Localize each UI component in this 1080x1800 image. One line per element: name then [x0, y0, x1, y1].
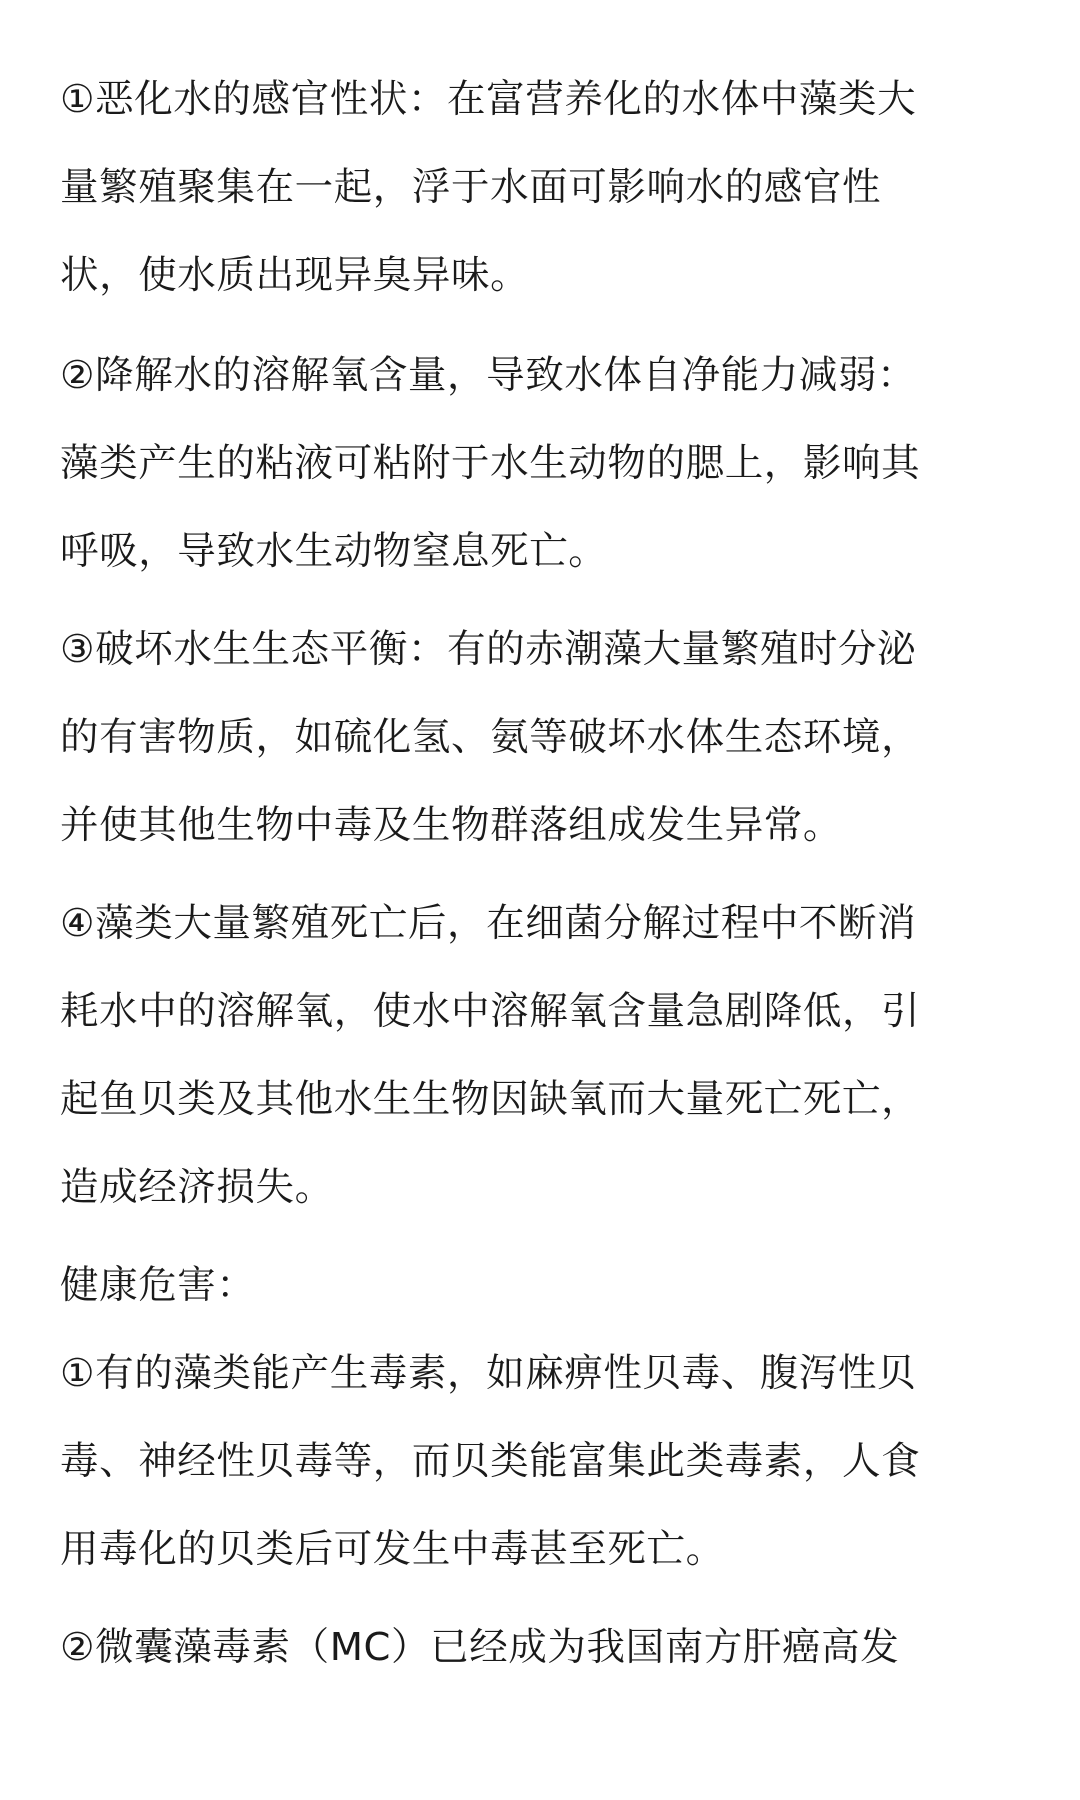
text-line: 用毒化的贝类后可发生中毒甚至死亡。	[60, 1527, 725, 1572]
text-line: 并使其他生物中毒及生物群落组成发生异常。	[60, 803, 843, 848]
paragraph-economic-loss	[60, 880, 1025, 1232]
text-line: ③破坏水生生态平衡：有的赤潮藻大量繁殖时分泌	[60, 627, 917, 672]
text-line: ①有的藻类能产生毒素，如麻痹性贝毒、腹泻性贝	[60, 1351, 917, 1396]
text-line: ②降解水的溶解氧含量，导致水体自净能力减弱：	[60, 353, 917, 398]
section-heading-health-hazards	[60, 1242, 1025, 1330]
text-line: 状，使水质出现异臭异味。	[60, 253, 530, 298]
paragraph-ecological-balance	[60, 606, 1025, 870]
paragraph-oxygen-reduction	[60, 332, 1025, 596]
text-line: 藻类产生的粘液可粘附于水生动物的腮上，影响其	[60, 441, 921, 486]
text-line: 的有害物质，如硫化氢、氨等破坏水体生态环境，	[60, 715, 921, 760]
text-line: 起鱼贝类及其他水生生物因缺氧而大量死亡死亡，	[60, 1077, 921, 1122]
text-line: 毒、神经性贝毒等，而贝类能富集此类毒素，人食	[60, 1439, 921, 1484]
text-line: 量繁殖聚集在一起，浮于水面可影响水的感官性	[60, 165, 882, 210]
text-line: 造成经济损失。	[60, 1165, 334, 1210]
text-line: ①恶化水的感官性状：在富营养化的水体中藻类大	[60, 77, 917, 122]
text-line: 呼吸，导致水生动物窒息死亡。	[60, 529, 608, 574]
paragraph-microcystin	[60, 1604, 1025, 1692]
text-line: 耗水中的溶解氧，使水中溶解氧含量急剧降低，引	[60, 989, 921, 1034]
text-line: ②微囊藻毒素（MC）已经成为我国南方肝癌高发	[60, 1625, 900, 1670]
paragraph-shellfish-toxins	[60, 1330, 1025, 1594]
text-line: ④藻类大量繁殖死亡后，在细菌分解过程中不断消	[60, 901, 917, 946]
paragraph-sensory-deterioration	[60, 56, 1025, 320]
text-line: 健康危害：	[60, 1263, 256, 1308]
